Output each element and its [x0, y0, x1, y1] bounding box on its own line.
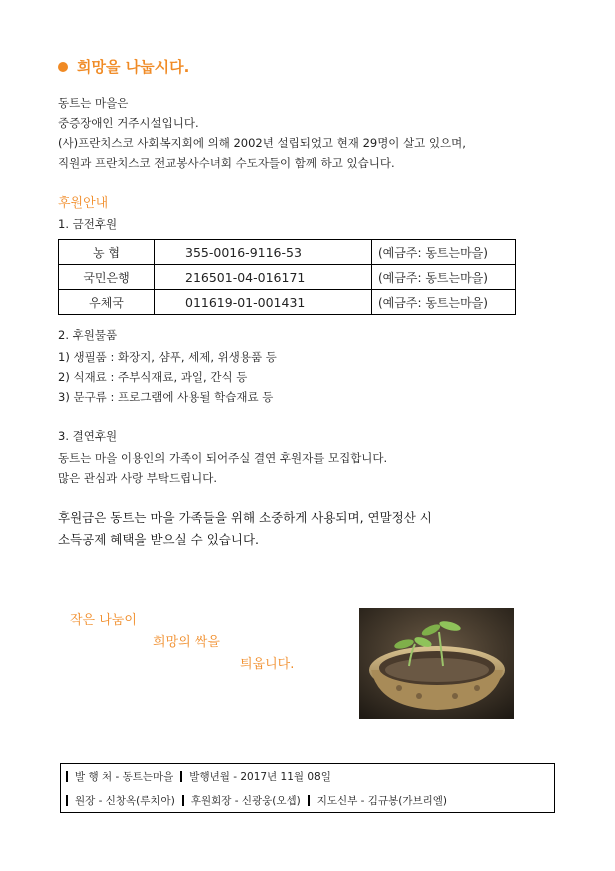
intro-text: [58, 93, 466, 173]
footer-chairman: 후원회장 - 신광웅(오셉): [190, 794, 301, 807]
bank-name: 국민은행: [59, 265, 155, 290]
intro-line: 동트는 마을은: [58, 96, 129, 110]
separator-bar: [66, 795, 68, 806]
table-row: [59, 265, 516, 290]
bank-account-table: [58, 239, 516, 315]
notice-line: 후원금은 동트는 마을 가족들을 위해 소중하게 사용되며, 연말정산 시: [58, 510, 432, 525]
separator-bar: [182, 795, 184, 806]
list-item: 2) 식재료 : 주부식재료, 과일, 간식 등: [58, 370, 248, 384]
relation-text: [58, 448, 387, 488]
footer-publisher: 발 행 처 - 동트는마을: [75, 770, 174, 783]
intro-line: (사)프란치스코 사회복지회에 의해 2002년 설립되었고 현재 29명이 살고 있으며,: [58, 136, 466, 150]
account-number: 011619-01-001431: [155, 290, 372, 315]
account-number: 216501-04-016171: [155, 265, 372, 290]
separator-bar: [180, 771, 182, 782]
separator-bar: [66, 771, 68, 782]
footer-row: [66, 788, 554, 812]
intro-line: 직원과 프란치스코 전교봉사수녀회 수도자들이 함께 하고 있습니다.: [58, 156, 395, 170]
account-holder: (예금주: 동트는마을): [372, 265, 516, 290]
intro-line: 중증장애인 거주시설입니다.: [58, 116, 199, 130]
account-number: 355-0016-9116-53: [155, 240, 372, 265]
relation-line: 많은 관심과 사랑 부탁드립니다.: [58, 471, 218, 485]
goods-list: [58, 347, 277, 407]
bank-name: 우체국: [59, 290, 155, 315]
sprout-pot-photo: [359, 608, 514, 719]
slogan-line: 작은 나눔이: [70, 613, 137, 628]
footer-director: 원장 - 신창옥(루치아): [75, 794, 175, 807]
bank-name: 농 협: [59, 240, 155, 265]
goods-support-title: 2. 후원물품: [58, 328, 118, 342]
table-row: [59, 290, 516, 315]
tax-notice: [58, 507, 432, 551]
page-heading: [58, 56, 189, 77]
publication-footer: [60, 763, 555, 813]
list-item: 1) 생필품 : 화장지, 샴푸, 세제, 위생용품 등: [58, 350, 277, 364]
relation-line: 동트는 마을 이용인의 가족이 되어주실 결연 후원자를 모집합니다.: [58, 451, 388, 465]
account-holder: (예금주: 동트는마을): [372, 240, 516, 265]
footer-date: 발행년월 - 2017년 11월 08일: [189, 770, 331, 783]
slogan-line: 틔웁니다.: [240, 657, 295, 672]
table-row: [59, 240, 516, 265]
heading-text: 희망을 나눕시다.: [77, 58, 190, 76]
list-item: 3) 문구류 : 프로그램에 사용될 학습재료 등: [58, 390, 274, 404]
money-support-title: 1. 금전후원: [58, 217, 118, 231]
footer-priest: 지도신부 - 김규봉(가브리엘): [316, 794, 447, 807]
sprout-pot-image: [359, 608, 514, 719]
relation-support-title: 3. 결연후원: [58, 429, 118, 443]
notice-line: 소득공제 혜택을 받으실 수 있습니다.: [58, 532, 259, 547]
bullet-dot-icon: [58, 62, 68, 72]
slogan-line: 희망의 싹을: [153, 635, 220, 650]
support-section-title: 후원안내: [58, 196, 109, 211]
footer-row: [66, 764, 554, 788]
account-holder: (예금주: 동트는마을): [372, 290, 516, 315]
separator-bar: [308, 795, 310, 806]
